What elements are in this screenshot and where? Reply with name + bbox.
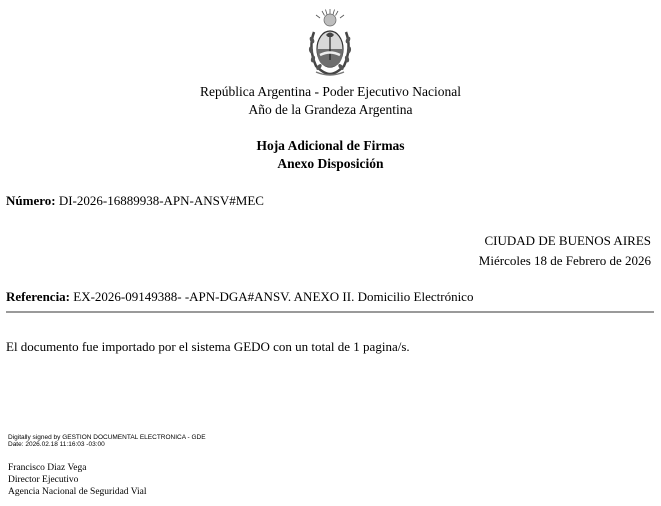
header-line-year-motto: Año de la Grandeza Argentina	[248, 102, 413, 117]
referencia-label: Referencia:	[6, 289, 71, 304]
body-text: El documento fue importado por el sistema GEDO con un total de 1 pagina/s.	[6, 339, 410, 354]
referencia-value: EX-2026-09149388- -APN-DGA#ANSV. ANEXO II. Domicilio Electrónico	[73, 289, 474, 304]
horizontal-divider	[6, 311, 654, 313]
coat-of-arms-seal	[304, 8, 356, 78]
place-date: Miércoles 18 de Febrero de 2026	[478, 253, 651, 268]
signer-agency: Agencia Nacional de Seguridad Vial	[8, 487, 147, 497]
digital-signature-stamp-line2: Date: 2026.02.18 11:16:03 -03:00	[8, 441, 105, 448]
document-title: Hoja Adicional de Firmas	[256, 138, 405, 153]
signer-name: Francisco Diaz Vega	[8, 463, 87, 473]
header-line-republica: República Argentina - Poder Ejecutivo Nacional	[199, 84, 462, 99]
numero-value: DI-2026-16889938-APN-ANSV#MEC	[58, 193, 264, 208]
place-city: CIUDAD DE BUENOS AIRES	[484, 233, 651, 248]
referencia-field	[6, 289, 473, 305]
digital-signature-stamp-line1: Digitally signed by GESTION DOCUMENTAL ELECTRONICA - GDE	[8, 434, 206, 441]
document-subtitle: Anexo Disposición	[277, 156, 384, 171]
signer-position: Director Ejecutivo	[8, 475, 79, 485]
numero-field	[6, 193, 264, 209]
numero-label: Número:	[6, 193, 56, 208]
